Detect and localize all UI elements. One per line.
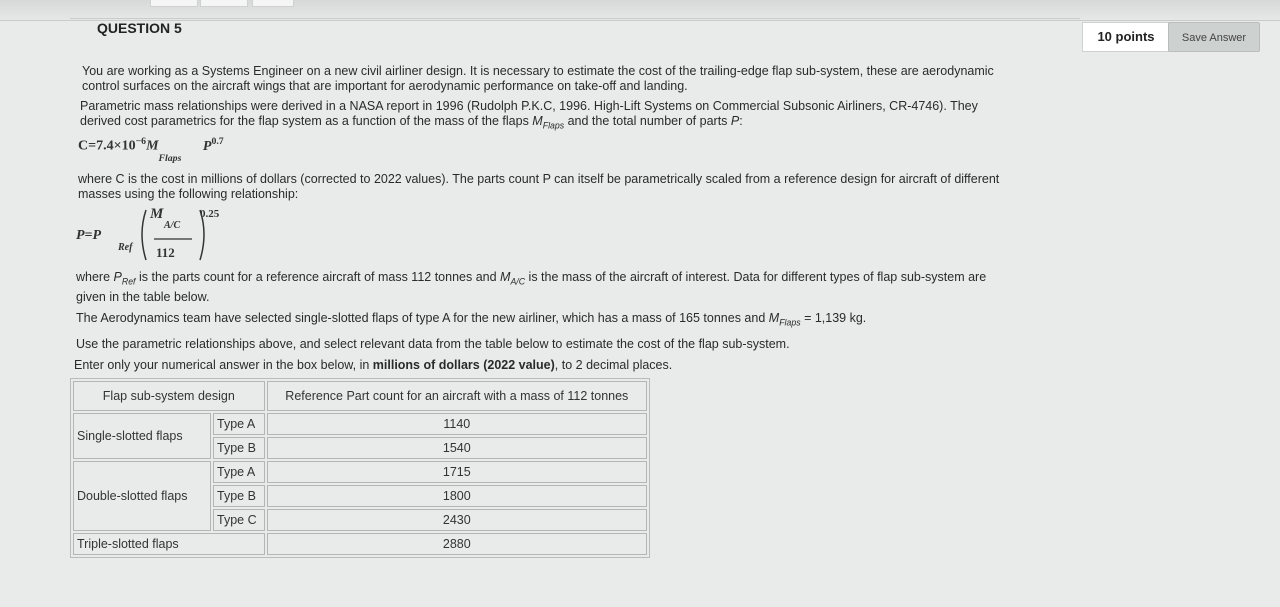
p-symbol: P [730,114,740,128]
colon-text: : [739,114,743,128]
count-cell: 2430 [267,509,647,531]
parts-paragraph: where C is the cost in millions of dollars (corrected to 2022 values). The parts count P can itself be parametrically scaled from a reference design for aircraft of different masses using the following relationship: [78,172,1000,201]
top-tab-stub [200,0,248,7]
design-label: Triple-slotted flaps [73,533,265,555]
table-row [73,461,647,483]
table-header: Flap sub-system design [73,381,265,411]
count-cell: 1140 [267,413,647,435]
flap-data-table [70,378,650,558]
question-title: QUESTION 5 [97,20,182,36]
table-row [73,533,647,555]
type-cell: Type B [213,485,265,507]
cost-formula: $C=7.4\times 10^{-6}M_{Flaps}$ $P^{0.7}$ [78,136,224,165]
instruction-paragraph: Use the parametric relationships above, and select relevant data from the table below to estimate the cost of the flap sub-system. [76,337,790,351]
ref-paragraph: where $P_{Ref}$ is the parts count for a reference aircraft of mass 112 tonnes and $M_{A/C}$ is the mass of the aircraft of interest. Data for different types of flap sub-system are given in the table below. [76,270,987,304]
question-divider [70,18,1080,19]
nasa-text-2: and the total number of parts [564,114,731,128]
count-cell: 1715 [267,461,647,483]
p-ref-symbol: $P_{Ref}$ [113,270,136,287]
top-tab-stub [252,0,294,7]
selection-paragraph: The Aerodynamics team have selected single-slotted flaps of type A for the new airliner, which has a mass of 165 tonnes and $M_{Flaps} = 1,139$ kg. [76,311,867,328]
m-ac-symbol: $M_{A/C}$ [500,270,526,287]
nasa-paragraph [80,99,1005,134]
type-cell: Type A [213,413,265,435]
design-label: Single-slotted flaps [73,413,211,459]
type-cell: Type B [213,437,265,459]
parts-formula: P=P Ref M A/C 112 0.25 [76,204,276,264]
count-cell: 2880 [267,533,647,555]
type-cell: Type A [213,461,265,483]
answer-instruction: Enter only your numerical answer in the box below, in millions of dollars (2022 value), to 2 decimal places. [74,358,673,372]
top-tab-stub [150,0,198,7]
table-header-row [73,381,647,411]
save-answer-button[interactable]: Save Answer [1168,22,1260,52]
table-header: Reference Part count for an aircraft with a mass of 112 tonnes [267,381,647,411]
m-flaps-symbol: $M_{Flaps}$ [532,114,565,131]
table-row [73,413,647,435]
design-label: Double-slotted flaps [73,461,211,531]
type-cell: Type C [213,509,265,531]
m-flaps-symbol-2: $M_{Flaps}$ [768,311,801,328]
count-cell: 1540 [267,437,647,459]
points-badge: 10 points [1082,22,1170,52]
count-cell: 1800 [267,485,647,507]
intro-paragraph: You are working as a Systems Engineer on a new civil airliner design. It is necessary to estimate the cost of the trailing-edge flap sub-system, these are aerodynamic control surfaces on the aircraft wings that are important for aerodynamic performance on take-off and landing. [82,64,994,93]
nasa-text: Parametric mass relationships were derived in a NASA report in 1996 (Rudolph P.K.C, 1996. High-Lift Systems on Commercial Subsonic Airliners, CR-4746). They derived cost parametrics for the flap system as a function of the mass of the flaps [80,99,978,128]
